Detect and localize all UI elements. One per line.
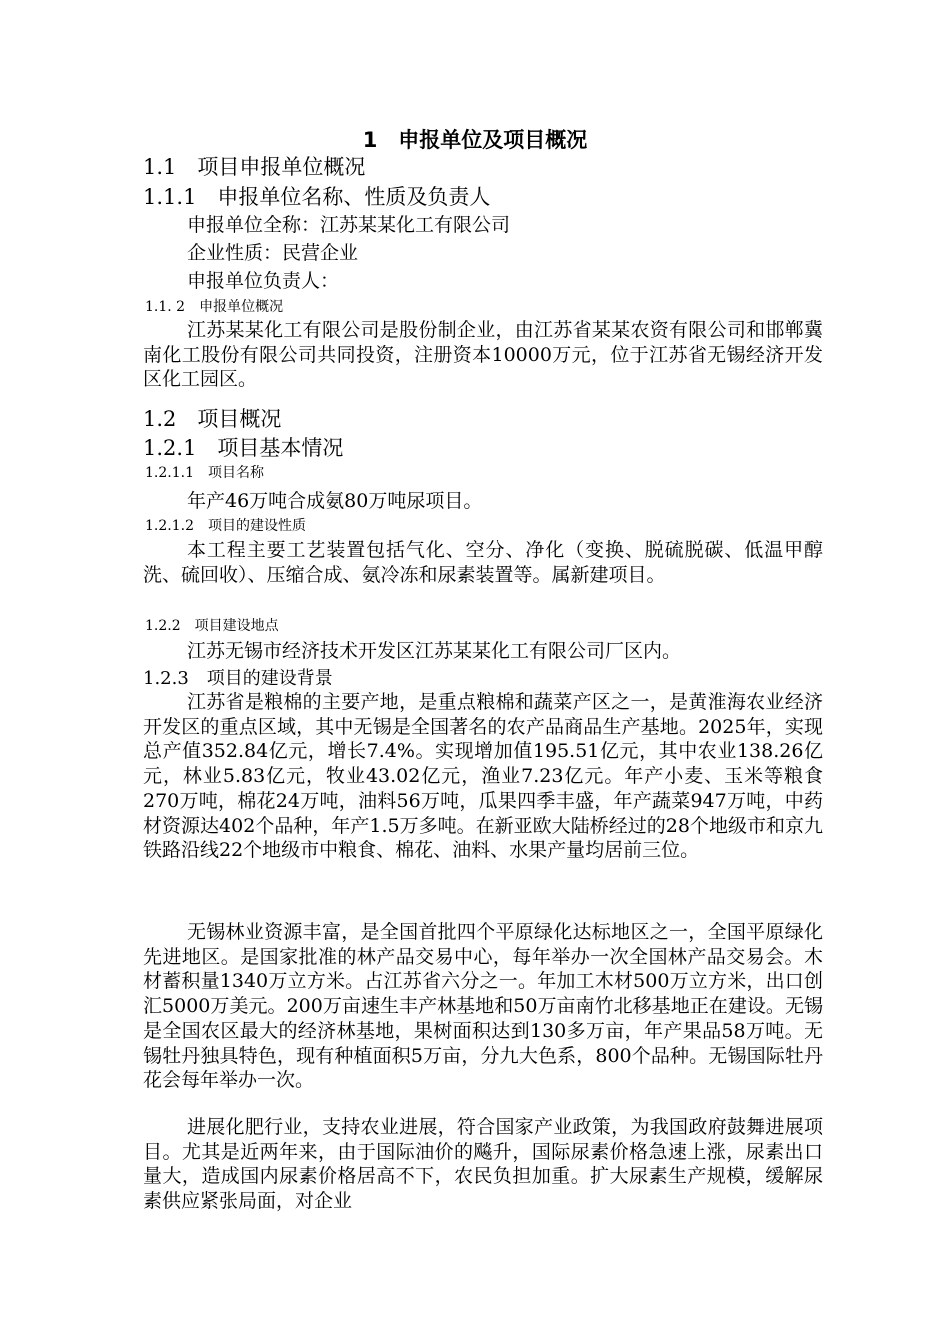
section-heading-1-2-1: 1.2.1 项目基本情况 [143,436,344,460]
section-heading-1-2-3: 1.2.3 项目的建设背景 [143,668,333,689]
section-heading-1-1-1: 1.1.1 申报单位名称、性质及负责人 [143,185,491,209]
company-full-name: 申报单位全称：江苏某某化工有限公司 [187,214,511,236]
section-heading-1-2-1-1: 1.2.1.1 项目名称 [145,465,264,481]
paragraph-company-overview: 江苏某某化工有限公司是股份制企业，由江苏省某某农资有限公司和邯郸冀南化工股份有限公司共同投资，注册资本10000万元，位于江苏省无锡经济开发区化工园区。 [143,319,823,391]
company-leader: 申报单位负责人： [187,270,340,292]
section-heading-1-2-1-2: 1.2.1.2 项目的建设性质 [145,518,306,534]
project-name: 年产46万吨合成氨80万吨尿项目。 [187,490,483,512]
paragraph-background-2: 无锡林业资源丰富，是全国首批四个平原绿化达标地区之一，全国平原绿化先进地区。是国家批准的林产品交易中心，每年举办一次全国林产品交易会。木材蓄积量1340万立方米。占江苏省六分之一。年加工木材500万立方米，出口创汇5000万美元。200万亩速生丰产林基地和50万亩南竹北移基地正在建设。无锡是全国农区最大的经济林基地，果树面积达到130多万亩，年产果品58万吨。无锡牡丹独具特色，现有种植面积5万亩，分九大色系，800个品种。无锡国际牡丹花会每年举办一次。 [143,921,823,1092]
paragraph-background-1: 江苏省是粮棉的主要产地，是重点粮棉和蔬菜产区之一，是黄淮海农业经济开发区的重点区域，其中无锡是全国著名的农产品商品生产基地。2025年，实现总产值352.84亿元，增长7.4%。实现增加值195.51亿元，其中农业138.26亿元，林业5.83亿元，牧业43.02亿元，渔业7.23亿元。年产小麦、玉米等粮食270万吨，棉花24万吨，油料56万吨，瓜果四季丰盛，年产蔬菜947万吨，中药材资源达402个品种，年产1.5万多吨。在新亚欧大陆桥经过的28个地级市和京九铁路沿线22个地级市中粮食、棉花、油料、水果产量均居前三位。 [143,691,823,862]
section-heading-1-2: 1.2 项目概况 [143,407,282,431]
section-heading-1-2-2: 1.2.2 项目建设地点 [145,618,279,634]
section-heading-1-1: 1.1 项目申报单位概况 [143,155,366,179]
project-location: 江苏无锡市经济技术开发区江苏某某化工有限公司厂区内。 [187,640,682,662]
paragraph-background-3: 进展化肥行业，支持农业进展，符合国家产业政策，为我国政府鼓舞进展项目。尤其是近两年来，由于国际油价的飚升，国际尿素价格急速上涨，尿素出口量大，造成国内尿素价格居高不下，农民负担加重。扩大尿素生产规模，缓解尿素供应紧张局面，对企业 [143,1116,823,1213]
company-nature: 企业性质：民营企业 [187,242,359,264]
chapter-title: 1 申报单位及项目概况 [362,128,588,152]
section-heading-1-1-2: 1.1. 2 申报单位概况 [145,299,284,315]
paragraph-construction-nature: 本工程主要工艺装置包括气化、空分、净化（变换、脱硫脱碳、低温甲醇洗、硫回收）、压缩合成、氨冷冻和尿素装置等。属新建项目。 [143,539,823,586]
